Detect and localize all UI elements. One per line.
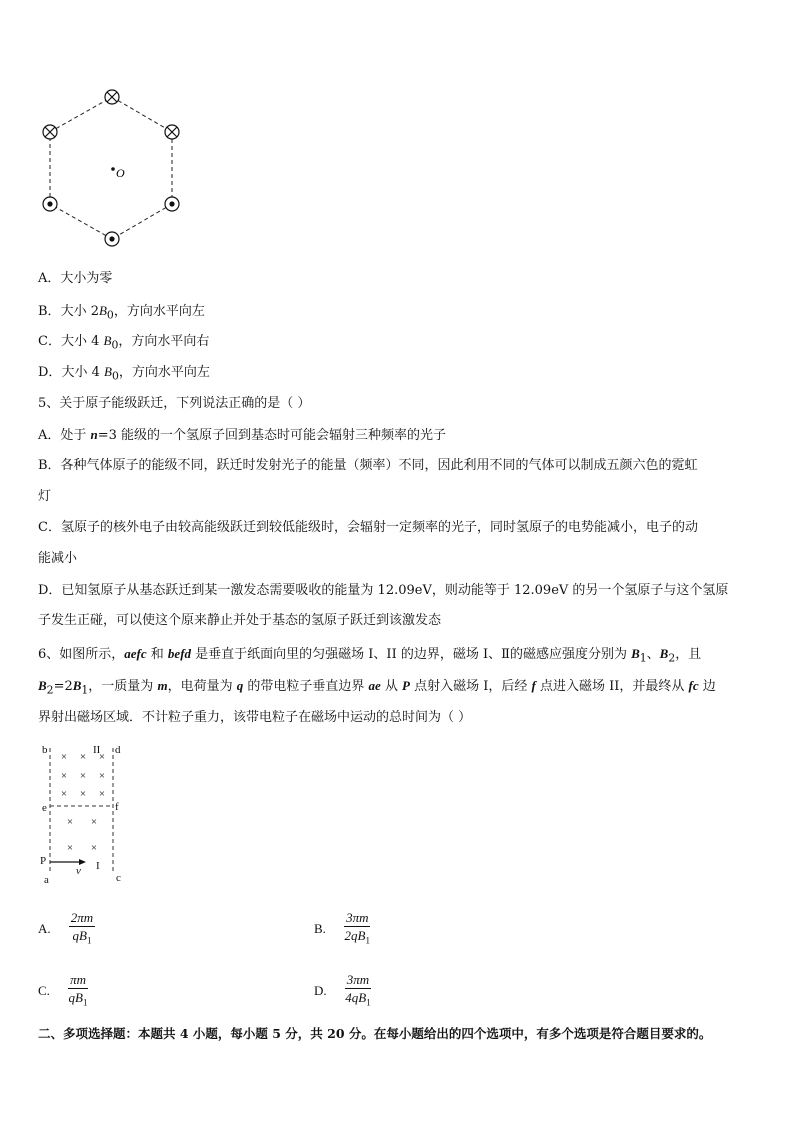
- wire-out-of-page-icon: [105, 232, 119, 246]
- field-cross-icon: ×: [79, 788, 87, 800]
- section-2-heading: 二、多项选择题：本题共 4 小题，每小题 5 分，共 20 分。在每小题给出的四个选项中，有多个选项是符合题目要求的。: [38, 1026, 712, 1041]
- q5-option-b-line2: 灯: [38, 489, 52, 504]
- field-cross-icon: ×: [98, 751, 106, 763]
- velocity-arrow-icon: [50, 859, 86, 865]
- q6-option-b: B. $\frac{3\pi m}{2qB_1}$: [314, 910, 370, 946]
- field-cross-icon: ×: [79, 770, 87, 782]
- q5-stem: 5、关于原子能级跃迁，下列说法正确的是（ ）: [38, 396, 311, 411]
- hexagon-field-figure: [30, 84, 200, 256]
- label-f: f: [115, 801, 119, 813]
- label-e: e: [42, 802, 47, 814]
- label-v: v: [76, 865, 81, 877]
- q6-option-c: C. $\frac{\pi m}{qB_1}$: [38, 972, 88, 1008]
- q4-option-d: D．大小 4 $B_0$，方向水平向左: [38, 364, 210, 383]
- field-cross-icon: ×: [90, 816, 98, 828]
- q5-option-c-line1: C．氢原子的核外电子由较高能级跃迁到较低能级时，会辐射一定频率的光子，同时氢原子的电势能减小，电子的动: [38, 520, 698, 535]
- q6-stem-line1: 6、如图所示，aefc 和 befd 是垂直于纸面向里的匀强磁场 I、II 的边界，磁场 I、Ⅱ的磁感应强度分别为 $B_1$、$B_2$，且: [38, 646, 702, 665]
- label-b: b: [42, 744, 48, 756]
- center-label: O: [116, 166, 125, 180]
- wire-into-page-icon: [165, 125, 179, 139]
- label-P: P: [40, 855, 47, 867]
- q6-option-d: D. $\frac{3\pi m}{4qB_1}$: [314, 972, 371, 1008]
- field-cross-icon: ×: [60, 770, 68, 782]
- field-cross-icon: ×: [98, 788, 106, 800]
- label-d: d: [115, 744, 121, 756]
- q5-option-a: A．处于 n=3 能级的一个氢原子回到基态时可能会辐射三种频率的光子: [38, 427, 447, 443]
- label-II: II: [93, 744, 101, 756]
- field-cross-icon: ×: [90, 842, 98, 854]
- label-I: I: [96, 860, 100, 872]
- wire-into-page-icon: [105, 90, 119, 104]
- q5-option-d-line1: D．已知氢原子从基态跃迁到某一激发态需要吸收的能量为 12.09eV，则动能等于 12.09eV 的另一个氢原子与这个氢原: [38, 583, 729, 598]
- field-cross-icon: ×: [79, 751, 87, 763]
- q5-option-c-line2: 能减小: [38, 551, 78, 566]
- wire-into-page-icon: [43, 125, 57, 139]
- center-point-icon: [111, 167, 115, 171]
- field-cross-icon: ×: [66, 816, 74, 828]
- wire-out-of-page-icon: [165, 197, 179, 211]
- q4-option-c: C．大小 4 $B_0$，方向水平向右: [38, 333, 210, 352]
- field-cross-icon: ×: [98, 770, 106, 782]
- q6-option-a: A. $\frac{2\pi m}{qB_1}$: [38, 910, 94, 946]
- label-a: a: [44, 874, 49, 886]
- q6-stem-line2: $B_2=2B_1$，一质量为 m，电荷量为 q 的带电粒子垂直边界 ae 从 P 点射入磁场 I，后经 f 点进入磁场 II，并最终从 fc 边: [38, 678, 716, 697]
- q5-option-b-line1: B．各种气体原子的能级不同，跃迁时发射光子的能量（频率）不同，因此利用不同的气体可以制成五颜六色的霓虹: [38, 458, 698, 473]
- wire-out-of-page-icon: [43, 197, 57, 211]
- label-c: c: [116, 872, 121, 884]
- q4-option-a: A．大小为零: [38, 271, 113, 286]
- q4-option-b: B．大小 $2B_0$，方向水平向左: [38, 303, 205, 322]
- q5-option-d-line2: 子发生正碰，可以使这个原来静止并处于基态的氢原子跃迁到该激发态: [38, 613, 442, 628]
- magnetic-field-figure: [36, 740, 136, 888]
- q6-stem-line3: 界射出磁场区域．不计粒子重力，该带电粒子在磁场中运动的总时间为（ ）: [38, 710, 472, 725]
- field-cross-icon: ×: [60, 788, 68, 800]
- field-cross-icon: ×: [60, 751, 68, 763]
- field-cross-icon: ×: [66, 842, 74, 854]
